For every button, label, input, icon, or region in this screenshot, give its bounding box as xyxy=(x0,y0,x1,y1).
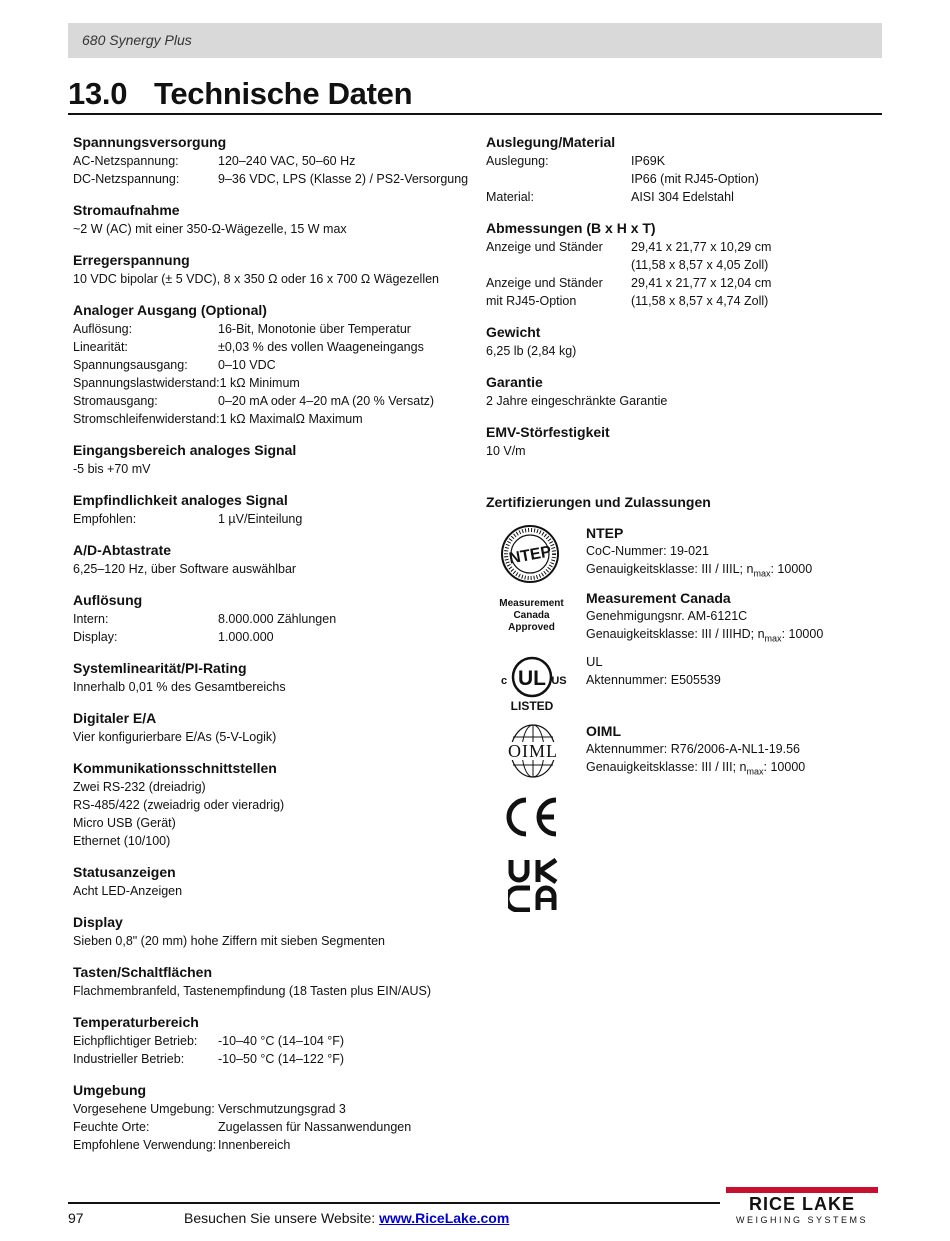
spec-row xyxy=(486,238,882,256)
spec-text: 6,25 lb (2,84 kg) xyxy=(486,344,577,358)
spec-section-digitaler-e-a xyxy=(73,709,473,746)
spec-key: Spannungsausgang: xyxy=(73,358,188,372)
spec-row xyxy=(73,392,473,410)
cert-ntep-line2: Genauigkeitsklasse: III / IIIL; $n_{max}$: 10000 xyxy=(586,562,813,579)
spec-key: Auslegung: xyxy=(486,154,549,168)
spec-key: Material: xyxy=(486,190,534,204)
svg-text:NTEP: NTEP xyxy=(507,543,553,568)
spec-section-a-d-abtastrate xyxy=(73,541,473,578)
cert-mc-line2: Genauigkeitsklasse: III / IIIHD; $n_{max}$: 10000 xyxy=(586,627,824,644)
cert-oiml xyxy=(586,722,805,781)
spec-heading: Tasten/Schaltflächen xyxy=(73,964,213,980)
spec-text: Zwei RS-232 (dreiadrig) xyxy=(73,780,206,794)
spec-section-systemlinearita-t-pi-rating xyxy=(73,659,473,696)
spec-value: 29,41 x 21,77 x 12,04 cm xyxy=(631,276,772,290)
spec-section-spannungsversorgung xyxy=(73,133,473,188)
measurement-canada-logo: Measurement Canada Approved xyxy=(499,598,564,633)
spec-row xyxy=(486,256,882,274)
spec-heading: Abmessungen (B x H x T) xyxy=(486,220,656,236)
spec-heading: Statusanzeigen xyxy=(73,864,176,880)
spec-row xyxy=(73,1100,473,1118)
spec-section-display xyxy=(73,913,473,950)
spec-key: AC-Netzspannung: xyxy=(73,154,179,168)
spec-value: 29,41 x 21,77 x 10,29 cm xyxy=(631,240,772,254)
spec-text: -5 bis +70 mV xyxy=(73,462,151,476)
spec-text: 2 Jahre eingeschränkte Garantie xyxy=(486,394,668,408)
spec-heading: Auflösung xyxy=(73,592,143,608)
spec-row xyxy=(73,1136,473,1154)
spec-heading: Garantie xyxy=(486,374,543,390)
spec-heading: EMV-Störfestigkeit xyxy=(486,424,610,440)
cert-mc-line1: Genehmigungsnr. AM-6121C xyxy=(586,609,748,623)
spec-heading: Eingangsbereich analoges Signal xyxy=(73,442,297,458)
chapter-title: Technische Daten xyxy=(154,76,413,111)
spec-row xyxy=(73,338,473,356)
spec-text: ~2 W (AC) mit einer 350-Ω-Wägezelle, 15 W max xyxy=(73,222,347,236)
spec-heading: Gewicht xyxy=(486,324,541,340)
spec-heading: Systemlinearität/PI-Rating xyxy=(73,660,247,676)
spec-key: Empfohlen: xyxy=(73,512,137,526)
spec-value: 8.000.000 Zählungen xyxy=(218,612,337,626)
spec-row xyxy=(73,510,473,528)
spec-value: -10–40 °C (14–104 °F) xyxy=(218,1034,345,1048)
spec-key: Empfohlene Verwendung: xyxy=(73,1138,217,1152)
oiml-globe-icon xyxy=(500,722,566,780)
spec-value: 16-Bit, Monotonie über Temperatur xyxy=(218,322,411,336)
cert-ntep xyxy=(586,524,812,583)
spec-row xyxy=(73,1050,473,1068)
spec-section-auflo-sung xyxy=(73,591,473,646)
spec-key: Stromschleifenwiderstand: xyxy=(73,412,220,426)
chapter-number: 13.0 xyxy=(68,76,128,111)
spec-text: Acht LED-Anzeigen xyxy=(73,884,183,898)
spec-text: Sieben 0,8" (20 mm) hohe Ziffern mit sieben Segmenten xyxy=(73,934,386,948)
spec-value: AISI 304 Edelstahl xyxy=(631,190,734,204)
spec-row xyxy=(486,170,882,188)
spec-row xyxy=(73,320,473,338)
spec-value: (11,58 x 8,57 x 4,05 Zoll) xyxy=(631,258,769,272)
chapter-heading xyxy=(68,76,412,112)
spec-value: IP66 (mit RJ45-Option) xyxy=(631,172,759,186)
spec-section-stromaufnahme xyxy=(73,201,473,238)
spec-value: 9–36 VDC, LPS (Klasse 2) / PS2-Versorgung xyxy=(218,172,469,186)
spec-section-erregerspannung xyxy=(73,251,473,288)
svg-text:OIML: OIML xyxy=(508,741,558,761)
spec-key: Vorgesehene Umgebung: xyxy=(73,1102,215,1116)
spec-row xyxy=(486,152,882,170)
spec-key: mit RJ45-Option xyxy=(486,294,577,308)
spec-key: Intern: xyxy=(73,612,109,626)
spec-key: Feuchte Orte: xyxy=(73,1120,150,1134)
spec-heading: Umgebung xyxy=(73,1082,147,1098)
spec-section-abmessungen-b-x-h-x-t xyxy=(486,219,882,310)
spec-row xyxy=(73,374,473,392)
rice-lake-logo xyxy=(724,1186,880,1226)
page-number: 97 xyxy=(68,1210,84,1226)
cert-ul-line1: Aktennummer: E505539 xyxy=(586,673,721,687)
spec-row xyxy=(73,152,473,170)
right-column xyxy=(486,133,882,473)
spec-key xyxy=(486,256,631,274)
spec-section-statusanzeigen xyxy=(73,863,473,900)
spec-row xyxy=(73,356,473,374)
spec-row xyxy=(73,628,473,646)
spec-heading: Kommunikationsschnittstellen xyxy=(73,760,277,776)
spec-key xyxy=(486,170,631,188)
spec-key: Spannungslastwiderstand: xyxy=(73,376,220,390)
spec-key: Eichpflichtiger Betrieb: xyxy=(73,1034,198,1048)
spec-row xyxy=(73,1118,473,1136)
svg-text:LISTED: LISTED xyxy=(510,699,554,713)
spec-section-temperaturbereich xyxy=(73,1013,473,1068)
spec-value: 0–20 mA oder 4–20 mA (20 % Versatz) xyxy=(218,394,435,408)
website-link[interactable]: www.RiceLake.com xyxy=(379,1210,510,1226)
spec-value: 0–10 VDC xyxy=(218,358,276,372)
cert-ul xyxy=(586,653,721,689)
spec-key: DC-Netzspannung: xyxy=(73,172,180,186)
cert-measurement-canada xyxy=(586,589,823,648)
svg-text:c: c xyxy=(500,675,508,687)
chapter-rule xyxy=(68,113,882,115)
header-title: 680 Synergy Plus xyxy=(82,32,192,48)
spec-section-analoger-ausgang-optional xyxy=(73,301,473,428)
spec-section-gewicht xyxy=(486,323,882,360)
footer-rule xyxy=(68,1202,720,1204)
spec-value: Verschmutzungsgrad 3 xyxy=(218,1102,346,1116)
spec-row xyxy=(486,274,882,292)
spec-section-emv-sto-rfestigkeit xyxy=(486,423,882,460)
svg-text:WEIGHING SYSTEMS: WEIGHING SYSTEMS xyxy=(735,1215,869,1225)
cert-ntep-line1: CoC-Nummer: 19-021 xyxy=(586,544,709,558)
cert-mc-name: Measurement Canada xyxy=(586,590,731,606)
spec-text: Innerhalb 0,01 % des Gesamtbereichs xyxy=(73,680,286,694)
spec-value: IP69K xyxy=(631,154,666,168)
spec-value: 1 µV/Einteilung xyxy=(218,512,303,526)
spec-text: 10 V/m xyxy=(486,444,526,458)
spec-row xyxy=(73,610,473,628)
spec-text: 10 VDC bipolar (± 5 VDC), 8 x 350 Ω oder 16 x 700 Ω Wägezellen xyxy=(73,272,440,286)
spec-heading: Empfindlichkeit analoges Signal xyxy=(73,492,288,508)
svg-text:RICE LAKE: RICE LAKE xyxy=(748,1194,856,1214)
ukca-mark-icon xyxy=(508,858,562,912)
spec-heading: A/D-Abtastrate xyxy=(73,542,172,558)
spec-value: 1 kΩ MaximalΩ Maximum xyxy=(219,412,363,426)
spec-value: Zugelassen für Nassanwendungen xyxy=(218,1120,412,1134)
spec-value: -10–50 °C (14–122 °F) xyxy=(218,1052,345,1066)
spec-key: Anzeige und Ständer xyxy=(486,240,603,254)
ntep-seal-icon xyxy=(500,524,560,584)
spec-text: Ethernet (10/100) xyxy=(73,834,171,848)
spec-value: 1 kΩ Minimum xyxy=(219,376,300,390)
cert-oiml-line2: Genauigkeitsklasse: III / III; $n_{max}$: 10000 xyxy=(586,760,806,777)
spec-heading: Digitaler E/A xyxy=(73,710,157,726)
spec-heading: Auslegung/Material xyxy=(486,134,616,150)
spec-value: 120–240 VAC, 50–60 Hz xyxy=(218,154,356,168)
spec-row xyxy=(73,170,473,188)
spec-key: Industrieller Betrieb: xyxy=(73,1052,185,1066)
running-header xyxy=(68,23,882,58)
spec-section-kommunikationsschnittstellen xyxy=(73,759,473,850)
spec-row xyxy=(73,1032,473,1050)
spec-key: Stromausgang: xyxy=(73,394,158,408)
spec-row xyxy=(486,188,882,206)
spec-heading: Display xyxy=(73,914,123,930)
spec-text: RS-485/422 (zweiadrig oder vieradrig) xyxy=(73,798,285,812)
footer-website: Besuchen Sie unsere Website: www.RiceLake.com xyxy=(184,1210,510,1226)
spec-heading: Analoger Ausgang (Optional) xyxy=(73,302,267,318)
spec-row xyxy=(486,292,882,310)
spec-key: Display: xyxy=(73,630,118,644)
cert-ul-name: UL xyxy=(586,654,603,669)
spec-section-umgebung xyxy=(73,1081,473,1154)
spec-key: Anzeige und Ständer xyxy=(486,276,603,290)
spec-section-eingangsbereich-analoges-signal xyxy=(73,441,473,478)
spec-row xyxy=(73,410,473,428)
spec-heading: Stromaufnahme xyxy=(73,202,180,218)
spec-heading: Spannungsversorgung xyxy=(73,134,227,150)
ce-mark-icon xyxy=(502,796,560,838)
ul-listed-icon xyxy=(496,654,568,714)
cert-oiml-name: OIML xyxy=(586,723,621,739)
spec-section-auslegung-material xyxy=(486,133,882,206)
left-column xyxy=(73,133,473,1167)
spec-value: Innenbereich xyxy=(218,1138,291,1152)
spec-value: (11,58 x 8,57 x 4,74 Zoll) xyxy=(631,294,769,308)
spec-value: ±0,03 % des vollen Waageneingangs xyxy=(218,340,424,354)
spec-section-empfindlichkeit-analoges-signal xyxy=(73,491,473,528)
spec-section-tasten-schaltfla-chen xyxy=(73,963,473,1000)
svg-text:US: US xyxy=(551,675,567,687)
spec-heading: Temperaturbereich xyxy=(73,1014,199,1030)
spec-heading: Erregerspannung xyxy=(73,252,190,268)
spec-text: Micro USB (Gerät) xyxy=(73,816,176,830)
svg-text:UL: UL xyxy=(518,667,546,690)
spec-text: Flachmembranfeld, Tastenempfindung (18 Tasten plus EIN/AUS) xyxy=(73,984,432,998)
spec-text: Vier konfigurierbare E/As (5-V-Logik) xyxy=(73,730,277,744)
spec-value: 1.000.000 xyxy=(218,630,274,644)
certifications-title: Zertifizierungen und Zulassungen xyxy=(486,494,711,510)
spec-key: Linearität: xyxy=(73,340,128,354)
spec-key: Auflösung: xyxy=(73,322,133,336)
cert-ntep-name: NTEP xyxy=(586,525,624,541)
cert-oiml-line1: Aktennummer: R76/2006-A-NL1-19.56 xyxy=(586,742,801,756)
spec-text: 6,25–120 Hz, über Software auswählbar xyxy=(73,562,297,576)
spec-section-garantie xyxy=(486,373,882,410)
